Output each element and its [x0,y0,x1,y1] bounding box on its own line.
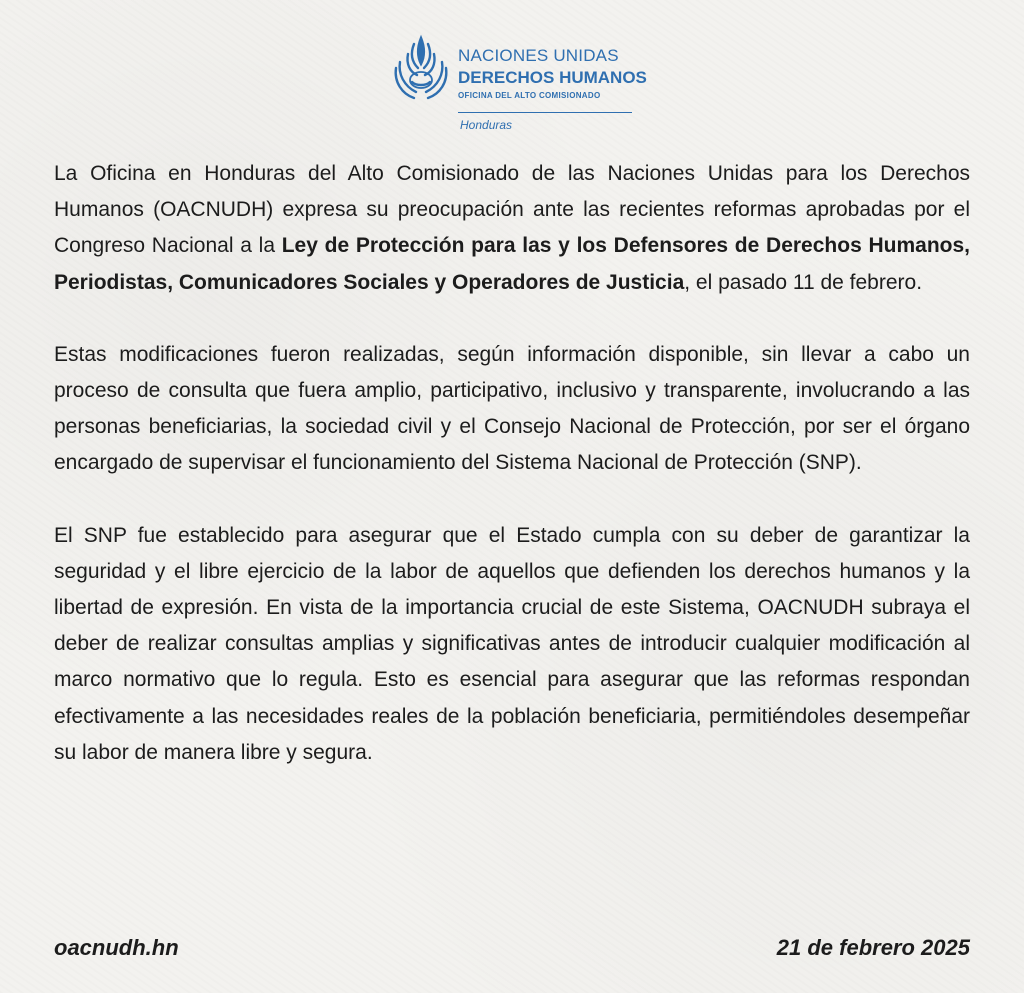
paragraph-2: Estas modificaciones fueron realizadas, según información disponible, sin llevar a cabo un proceso de consulta que fuera amplio, participativo, inclusivo y transparente, involucrando a las personas beneficiarias, la sociedad civil y el Consejo Nacional de Protección, por ser el órgano encargado de supervisar el funcionamiento del Sistema Nacional de Protección (SNP). [54,342,970,475]
org-name-line1: NACIONES UNIDAS [458,46,619,65]
law-title: Ley de Protección para las y los Defensores de Derechos Humanos, Periodistas, Comunicadores Sociales y Operadores de Justicia [54,234,970,294]
paragraph-3: El SNP fue establecido para asegurar que el Estado cumpla con su deber de garantizar la seguridad y el libre ejercicio de la labor de aquellos que defienden los derechos humanos y la libertad de expresión. En vista de la importancia crucial de este Sistema, OACNUDH subraya el deber de realizar consultas amplias y significativas antes de introducir cualquier modificación al marco normativo que lo regula. Esto es esencial para asegurar que las reformas respondan efectivamente a las necesidades reales de la población beneficiaria, permitiéndoles desempeñar su labor de manera libre y segura. [54,523,970,764]
statement-body [54,156,970,771]
header-logo-block [390,34,647,134]
paragraph-1-text-a: La Oficina en Honduras del Alto Comisionado de las Naciones Unidas para los Derechos Humanos (OACNUDH) expresa su preocupación ante las recientes reformas aprobadas por el Congreso Nacional a la [54,162,970,258]
paragraph-1-text-b: , el pasado 11 de febrero. [684,270,923,294]
country-label: Honduras [460,118,513,132]
org-name-line3: OFICINA DEL ALTO COMISIONADO [458,91,601,100]
website-label: oacnudh.hn [54,935,179,960]
paragraph-1 [54,156,970,301]
date-label: 21 de febrero 2025 [776,935,970,960]
un-emblem-icon [390,34,452,104]
org-name-line2: DERECHOS HUMANOS [458,68,647,87]
brand-divider [458,112,632,113]
